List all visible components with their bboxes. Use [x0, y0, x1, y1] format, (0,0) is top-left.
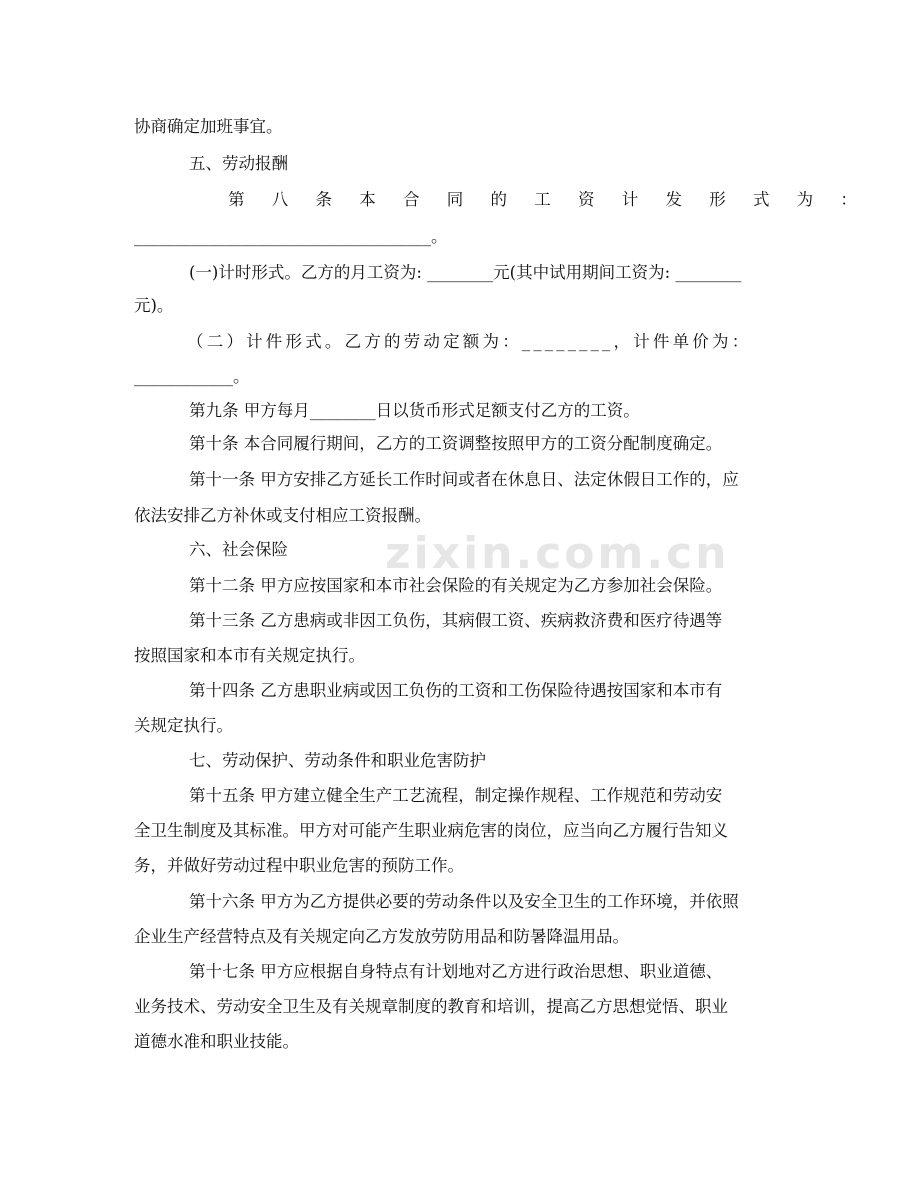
text-line-continuation: 协商确定加班事宜。: [134, 117, 283, 136]
article-15-line-2: 全卫生制度及其标准。甲方对可能产生职业病危害的岗位，应当向乙方履行告知义: [134, 821, 728, 840]
piece-rate-text: （二）计件形式。乙方的劳动定额为：________，计件单价为：: [187, 332, 752, 351]
article-9: 第九条 甲方每月________日以货币形式足额支付乙方的工资。: [189, 401, 640, 420]
article-10: 第十条 本合同履行期间，乙方的工资调整按照甲方的工资分配制度确定。: [189, 434, 723, 453]
hourly-form-line: (一)计时形式。乙方的月工资为: ________元(其中试用期间工资为: ________: [189, 263, 742, 282]
article-17-line-3: 道德水准和职业技能。: [134, 1032, 299, 1051]
article-16-line-1: 第十六条 甲方为乙方提供必要的劳动条件以及安全卫生的工作环境，并依照: [189, 892, 739, 911]
section-heading-labor-protection: 七、劳动保护、劳动条件和职业危害防护: [189, 751, 486, 770]
article-17-line-1: 第十七条 甲方应根据自身特点有计划地对乙方进行政治思想、职业道德、: [189, 962, 723, 981]
hourly-form-line-end: 元)。: [134, 296, 174, 315]
article-13-line-2: 按照国家和本市有关规定执行。: [134, 646, 365, 665]
piece-rate-line: [187, 331, 790, 353]
article-8-blank-line: ____________________________________。: [134, 227, 448, 246]
article-8-text: 第 八 条 本 合 同 的 工 资 计 发 形 式 为 ：: [228, 190, 868, 209]
section-heading-social-insurance: 六、社会保险: [189, 540, 288, 559]
article-15-line-1: 第十五条 甲方建立健全生产工艺流程，制定操作规程、工作规范和劳动安: [189, 786, 723, 805]
article-8-line-1: [228, 189, 868, 211]
article-14-line-1: 第十四条 乙方患职业病或因工负伤的工资和工伤保险待遇按国家和本市有: [189, 681, 723, 700]
article-13-line-1: 第十三条 乙方患病或非因工负伤，其病假工资、疾病救济费和医疗待遇等: [189, 611, 723, 630]
article-16-line-2: 企业生产经营特点及有关规定向乙方发放劳防用品和防暑降温用品。: [134, 927, 629, 946]
article-11-line-1: 第十一条 甲方安排乙方延长工作时间或者在休息日、法定休假日工作的，应: [189, 470, 739, 489]
article-14-line-2: 关规定执行。: [134, 716, 233, 735]
piece-rate-blank-line: ____________。: [134, 367, 250, 386]
article-17-line-2: 业务技术、劳动安全卫生及有关规章制度的教育和培训，提高乙方思想觉悟、职业: [134, 997, 728, 1016]
section-heading-labor-pay: 五、劳动报酬: [189, 154, 288, 173]
watermark: zixin.com.cn: [385, 528, 730, 579]
article-15-line-3: 务，并做好劳动过程中职业危害的预防工作。: [134, 856, 464, 875]
article-11-line-2: 依法安排乙方补休或支付相应工资报酬。: [134, 506, 431, 525]
article-12: 第十二条 甲方应按国家和本市社会保险的有关规定为乙方参加社会保险。: [189, 576, 723, 595]
